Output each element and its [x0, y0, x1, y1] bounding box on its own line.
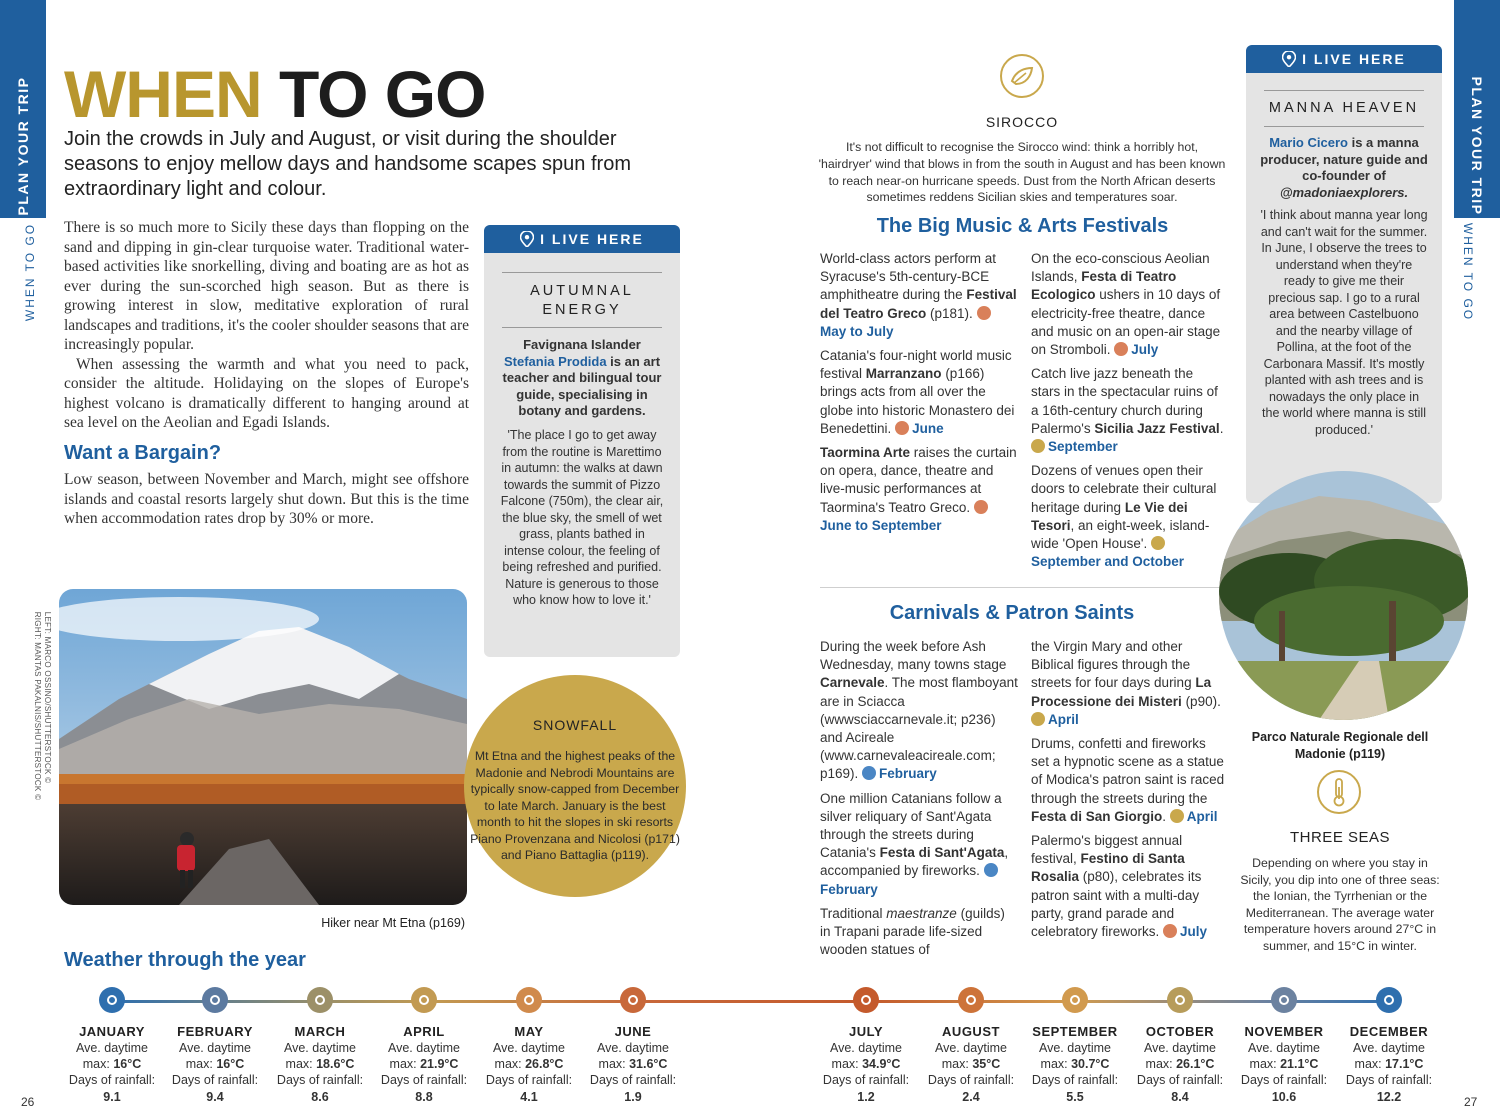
weather-max-temp: max: 21.1°C [1249, 1057, 1319, 1071]
weather-rain-days: 8.4 [1171, 1090, 1189, 1104]
cloud-sun-icon [1167, 987, 1193, 1013]
weather-rain-label: Days of rainfall: [485, 1073, 573, 1087]
cloud-sun-icon [1031, 712, 1045, 726]
carnival-item: One million Catanians follow a silver reliquary of Sant'Agata through the streets during Catania's Festa di Sant'Agata, accompanied by fireworks. February [820, 790, 1009, 897]
weather-month-name: MAY [514, 1024, 544, 1039]
festival-item: On the eco-conscious Aeolian Islands, Festa di Teatro Ecologico ushers in 10 days of electricity-free theatre, dance and music on an open-air stage on Stromboli. July [1031, 251, 1221, 358]
live-here-intro: Mario Cicero is a manna producer, nature guide and co-founder of @madoniaexplorers. [1260, 135, 1428, 200]
side-tab-label-left: PLAN YOUR TRIP [15, 76, 31, 216]
section-divider [820, 587, 1220, 588]
live-here-label: I LIVE HERE [540, 231, 644, 247]
weather-max-temp: max: 26.1°C [1145, 1057, 1215, 1071]
weather-rain-label: Days of rainfall: [1240, 1073, 1328, 1087]
live-here-title: MANNA HEAVEN [1268, 100, 1420, 116]
sun-icon [411, 987, 437, 1013]
weather-rain-days: 4.1 [520, 1090, 538, 1104]
weather-month-name: APRIL [403, 1024, 445, 1039]
carnival-item: Traditional maestranze (guilds) in Trapani parade life-sized wooden statues of [820, 905, 1005, 958]
snowfall-title: SNOWFALL [532, 717, 618, 733]
cloud-icon [984, 863, 998, 877]
weather-max-temp: max: 34.9°C [831, 1057, 901, 1071]
weather-max-temp: max: 30.7°C [1040, 1057, 1110, 1071]
weather-ave-label: Ave. daytime [1247, 1041, 1321, 1055]
weather-month-name: JANUARY [79, 1024, 145, 1039]
live-here-quote: 'I think about manna year long and can't wait for the summer. In June, I observe the trees to understand when they're ready to give me their precious sap. I go to a rural area between Castelbuono and the nearby village of Pollina, at the foot of the Carbonara Massif. It's mostly planted with ash trees and is nowadays the only place in the world where manna is still produced.' [1260, 208, 1428, 437]
page-title [64, 58, 485, 130]
live-here-quote: 'The place I go to get away from the routine is Marettimo in autumn: the walks at dawn towards the summit of Pizzo Falcone (750m), the clear air, the blue sky, the smell of wet grass, plants bathed in intense colour, the feeling of being refreshed and purified. Nature is generous to those who know how to love it.' [500, 428, 664, 607]
weather-rain-days: 1.2 [857, 1090, 875, 1104]
festivals-col-1 [820, 250, 1018, 541]
person-name: Mario Cicero [1269, 135, 1348, 150]
festivals-heading: The Big Music & Arts Festivals [876, 215, 1169, 237]
weather-month-name: FEBRUARY [177, 1024, 253, 1039]
sun-icon [1031, 439, 1045, 453]
thermometer-icon [1317, 770, 1361, 814]
weather-ave-label: Ave. daytime [829, 1041, 903, 1055]
three-seas-title: THREE SEAS [1289, 829, 1391, 846]
weather-rain-days: 9.4 [206, 1090, 224, 1104]
weather-max-temp: max: 31.6°C [598, 1057, 668, 1071]
weather-month-name: JULY [848, 1024, 884, 1039]
snowfall-text: Mt Etna and the highest peaks of the Madonie and Nebrodi Mountains are typically snow-capped from December to late March. January is the best month to hit the slopes in ski resorts Piano Provenzana and Nicolosi (p171) and Piano Battaglia (p119). [470, 749, 680, 862]
location-pin-icon [520, 231, 534, 247]
weather-ave-label: Ave. daytime [283, 1041, 357, 1055]
side-tab-label-right: PLAN YOUR TRIP [1469, 76, 1485, 216]
weather-rain-days: 5.5 [1066, 1090, 1084, 1104]
weather-timeline [112, 1000, 1392, 1003]
title-gold: WHEN [64, 57, 262, 131]
weather-ave-label: Ave. daytime [492, 1041, 566, 1055]
festivals-col-2 [1031, 250, 1225, 577]
weather-max-temp: max: 16°C [185, 1057, 245, 1071]
weather-rain-label: Days of rainfall: [927, 1073, 1015, 1087]
weather-rain-days: 9.1 [103, 1090, 121, 1104]
live-here-header [1246, 45, 1442, 73]
weather-rain-label: Days of rainfall: [276, 1073, 364, 1087]
live-here-header [484, 225, 680, 253]
page-number-right: 27 [1464, 1095, 1478, 1109]
festival-item: Catania's four-night world music festival Marranzano (p166) brings acts from all over the globe into historic Monastero dei Benedettini. June [820, 348, 1015, 436]
weather-rain-label: Days of rainfall: [1031, 1073, 1119, 1087]
photo-caption-etna: Hiker near Mt Etna (p169) [321, 916, 465, 930]
live-here-intro: Favignana Islander Stefania Prodida is an art teacher and bilingual tour guide, specialising in botany and gardens. [502, 337, 662, 418]
cloud-sun-icon [99, 987, 125, 1013]
weather-max-temp: max: 26.8°C [494, 1057, 564, 1071]
weather-rain-days: 1.9 [624, 1090, 642, 1104]
festival-item: Dozens of venues open their doors to celebrate their cultural heritage during Le Vie dei Tesori, an eight-week, island-wide 'Open House'. September and October [1031, 463, 1217, 570]
cloud-sun-icon [1170, 809, 1184, 823]
live-here-label: I LIVE HERE [1302, 51, 1406, 67]
weather-ave-label: Ave. daytime [1352, 1041, 1426, 1055]
weather-month-name: MARCH [294, 1024, 346, 1039]
body-para-2: When assessing the warmth and what you need to pack, consider the altitude. Holidaying on the slopes of Europe's highest volcano is dramatically different to hanging around at sea level on the Aeolian and Egadi Islands. [64, 355, 469, 431]
photo-caption-park: Parco Naturale Regionale dell Madonie (p119) [1251, 730, 1429, 761]
weather-ave-label: Ave. daytime [596, 1041, 670, 1055]
weather-rain-label: Days of rainfall: [822, 1073, 910, 1087]
weather-ave-label: Ave. daytime [1143, 1041, 1217, 1055]
weather-month-name: OCTOBER [1145, 1024, 1215, 1039]
carnival-item: Drums, confetti and fireworks set a hypnotic scene as a statue of Modica's patron saint is raced through the streets during the Festa di San Giorgio. April [1031, 736, 1225, 824]
weather-month-name: AUGUST [942, 1024, 1000, 1039]
sun-icon [620, 987, 646, 1013]
weather-ave-label: Ave. daytime [1038, 1041, 1112, 1055]
sirocco-text: It's not difficult to recognise the Sirocco wind: think a horribly hot, 'hairdryer' wind that blows in from the south in August and has been known to reach near-on hurricane speeds. Dust from the North African deserts sometimes reddens Sicilian skies and temperatures soar. [818, 140, 1226, 205]
weather-max-temp: max: 17.1°C [1354, 1057, 1424, 1071]
sun-icon [958, 987, 984, 1013]
bargain-text: Low season, between November and March, might see offshore islands and coastal resorts largely shut down. But this is the time when accommodation rates drop by 30% or more. [64, 471, 469, 527]
cloud-sun-icon [307, 987, 333, 1013]
weather-month-name: JUNE [614, 1024, 652, 1039]
cloud-sun-icon [202, 987, 228, 1013]
divider [502, 327, 662, 328]
person-name: Stefania Prodida [503, 353, 607, 369]
weather-max-temp: max: 21.9°C [389, 1057, 459, 1071]
weather-rain-days: 8.6 [311, 1090, 329, 1104]
carnival-item: Palermo's biggest annual festival, Festino di Santa Rosalia (p80), celebrates its patron saint with a multi-day party, grand parade and celebratory fireworks. July [1031, 833, 1208, 940]
cloud-icon [862, 766, 876, 780]
photo-mt-etna [59, 589, 467, 905]
festival-item: Taormina Arte raises the curtain on opera, dance, theatre and live-music performances at Taormina's Teatro Greco. June to September [820, 445, 1017, 533]
page-number-left: 26 [21, 1095, 35, 1109]
body-para-1: There is so much more to Sicily these days than flopping on the sand and dipping in gin-clear turquoise water. Traditional water-based activities like snorkelling, diving and boating are as hot as ever during the sun-scorched high season. But as there is growing interest in slow, meditative exploration of rural landscapes and traditions, it's the cooler shoulder seasons that are increasingly popular. [64, 219, 469, 353]
weather-ave-label: Ave. daytime [75, 1041, 149, 1055]
weather-rain-label: Days of rainfall: [589, 1073, 677, 1087]
weather-max-temp: max: 18.6°C [285, 1057, 355, 1071]
sun-icon [1151, 536, 1165, 550]
weather-ave-label: Ave. daytime [934, 1041, 1008, 1055]
cloud-rain-icon [1271, 987, 1297, 1013]
festival-item: World-class actors perform at Syracuse's 5th-century-BCE amphitheatre during the Festival del Teatro Greco (p181). May to July [820, 251, 1017, 339]
weather-month-name: SEPTEMBER [1032, 1024, 1118, 1039]
live-here-title: AUTUMNAL ENERGY [530, 283, 634, 318]
section-label-left: WHEN TO GO [23, 222, 37, 322]
etna-landscape-image [59, 589, 467, 905]
sun-icon [977, 306, 991, 320]
sun-icon [1062, 987, 1088, 1013]
section-label-right: WHEN TO GO [1461, 222, 1475, 322]
weather-rain-label: Days of rainfall: [1345, 1073, 1433, 1087]
photo-credit: LEFT: MARCO OSSINO/SHUTTERSTOCK © RIGHT: MANTAS PAKALNIS/SHUTTERSTOCK © [33, 611, 52, 801]
weather-max-temp: max: 16°C [82, 1057, 142, 1071]
weather-rain-days: 12.2 [1376, 1090, 1402, 1104]
carnivals-col-2 [1031, 638, 1227, 947]
live-here-box-manna [1246, 45, 1442, 503]
weather-rain-label: Days of rainfall: [1136, 1073, 1224, 1087]
bargain-heading: Want a Bargain? [64, 442, 222, 464]
body-text [64, 218, 469, 433]
wind-icon [1000, 54, 1044, 98]
weather-rain-days: 10.6 [1271, 1090, 1297, 1104]
divider [1264, 126, 1424, 127]
weather-rain-label: Days of rainfall: [68, 1073, 156, 1087]
weather-rain-label: Days of rainfall: [380, 1073, 468, 1087]
live-here-box-autumnal [484, 225, 680, 657]
divider [502, 272, 662, 273]
weather-rain-days: 2.4 [962, 1090, 980, 1104]
sirocco-title: SIROCCO [985, 114, 1059, 130]
carnival-item: the Virgin Mary and other Biblical figures through the streets for four days during La Processione dei Misteri (p90). April [1031, 639, 1221, 727]
location-pin-icon [1282, 51, 1296, 67]
weather-ave-label: Ave. daytime [387, 1041, 461, 1055]
sun-icon [974, 500, 988, 514]
sun-icon [1163, 924, 1177, 938]
photo-madonie-park [1219, 471, 1468, 720]
weather-month-name: NOVEMBER [1244, 1024, 1324, 1039]
sun-icon [853, 987, 879, 1013]
divider [1264, 90, 1424, 91]
carnivals-heading: Carnivals & Patron Saints [889, 602, 1135, 624]
carnivals-col-1 [820, 638, 1018, 965]
title-dark: TO GO [279, 57, 486, 131]
weather-max-temp: max: 35°C [941, 1057, 1001, 1071]
cloud-rain-icon [1376, 987, 1402, 1013]
leaf-wind-icon [1002, 56, 1042, 96]
sun-icon [1114, 342, 1128, 356]
sun-icon [516, 987, 542, 1013]
weather-ave-label: Ave. daytime [178, 1041, 252, 1055]
intro-text: Join the crowds in July and August, or visit during the shoulder seasons to enjoy mellow days and handsome scapes spun from extraordinary light and colour. [64, 128, 631, 200]
weather-rain-label: Days of rainfall: [171, 1073, 259, 1087]
festival-item: Catch live jazz beneath the stars in the spectacular ruins of a 16th-century church during Palermo's Sicilia Jazz Festival. September [1031, 366, 1224, 455]
weather-rain-days: 8.8 [415, 1090, 433, 1104]
weather-heading: Weather through the year [64, 949, 306, 971]
weather-month-name: DECEMBER [1349, 1024, 1429, 1039]
carnival-item: During the week before Ash Wednesday, many towns stage Carnevale. The most flamboyant are in Sciacca (wwwsciaccarnevale.it; p236) and Acireale (www.carnevaleacireale.com; p169). February [820, 639, 1018, 782]
three-seas-text: Depending on where you stay in Sicily, you dip into one of three seas: the Ionian, the Tyrrhenian or the Mediterranean. The average water temperature hovers around 27°C in summer, and 15°C in winter. [1240, 856, 1440, 953]
sun-icon [895, 421, 909, 435]
park-landscape-image [1219, 471, 1468, 720]
